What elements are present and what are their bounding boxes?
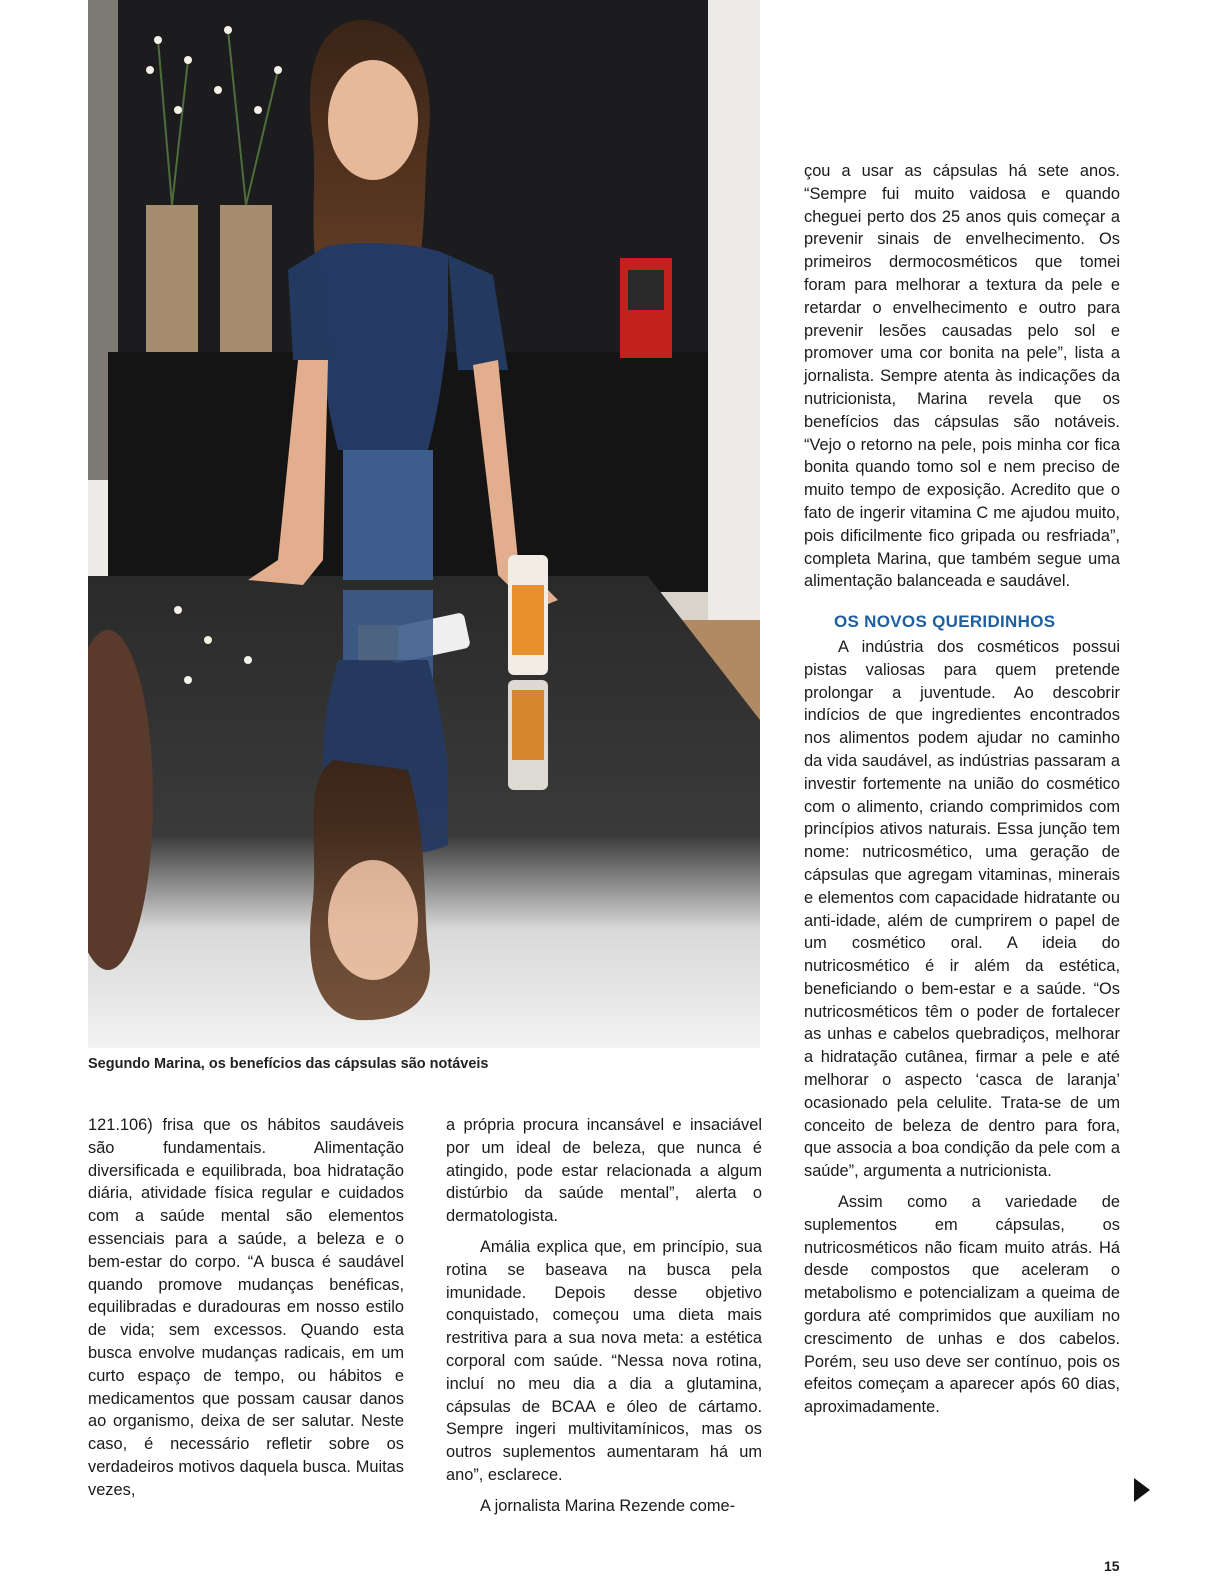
photo-caption: Segundo Marina, os benefícios das cápsulas são notáveis bbox=[88, 1056, 489, 1072]
paragraph: Assim como a variedade de suplementos em cápsulas, os nutricosméticos não ficam muito atrás. Há desde compostos que aceleram o metabolismo e potencializam a queima de gordura até comprimidos que auxiliam no crescimento de unhas e dos cabelos. Porém, seu uso deve ser contínuo, pois os efeitos começam a aparecer após 60 dias, aproximadamente. bbox=[804, 1193, 1120, 1417]
page-number: 15 bbox=[1104, 1558, 1120, 1574]
paragraph: 121.106) frisa que os hábitos saudáveis são fundamentais. Alimentação diversificada e equilibrada, boa hidratação diária, atividade física regular e cuidados com a saúde mental são elementos essenciais para a saúde, a beleza e o bem-estar do corpo. “A busca é saudável quando promove mudanças benéficas, equilibradas e duradouras em nosso estilo de vida; sem excessos. Quando esta busca envolve mudanças radicais, em um curto espaço de tempo, ou hábitos e medicamentos que possam causar danos ao organismo, deixa de ser salutar. Neste caso, é necessário refletir sobre os verdadeiros motivos daquela busca. Muitas vezes, bbox=[88, 1116, 404, 1499]
paragraph: çou a usar as cápsulas há sete anos. “Sempre fui muito vaidosa e quando cheguei perto dos 25 anos quis começar a prevenir sinais de envelhecimento. Os primeiros dermocosméticos que tomei foram para melhorar a textura da pele e retardar o envelhecimento e outro para prevenir lesões causadas pelo sol e promover uma cor bonita na pele”, lista a jornalista. Sempre atenta às indicações da nutricionista, Marina revela que os benefícios das cápsulas são notáveis. “Vejo o retorno na pele, pois minha cor fica bonita quando tomo sol e nem preciso de muito tempo de exposição. Acredito que o fato de ingerir vitamina C me ajudou muito, pois dificilmente fico gripada ou resfriada”, completa Marina, que também segue uma alimentação balanceada e saudável. bbox=[804, 162, 1120, 591]
paragraph: Amália explica que, em princípio, sua rotina se baseava na busca pela imunidade. Depois desse objetivo conquistado, começou uma dieta mais restritiva para a sua nova meta: a estética corporal com saúde. “Nessa nova rotina, incluí no meu dia a dia a glutamina, cápsulas de BCAA e óleo de cártamo. Sempre ingeri multivitamínicos, mas os outros suplementos aumentaram há um ano”, esclarece. bbox=[446, 1237, 762, 1484]
paragraph: A indústria dos cosméticos possui pistas valiosas para quem pretende prolongar a juventude. Ao descobrir indícios de que ingredientes encontrados nos alimentos podem ajudar no caminho da vida saudável, as indústrias passaram a investir fortemente na união do cosmético com o alimento, criando comprimidos com princípios ativos naturais. Essa junção tem nome: nutricosmético, uma geração de cápsulas que agregam vitaminas, minerais e elementos com capacidade hidratante ou anti-idade, além de cumprirem o papel de um cosmético oral. A ideia do nutricosmético é ir além da estética, beneficiando o bem-estar e a saúde. “Os nutricosméticos têm o poder de fortalecer as unhas e cabelos quebradiços, melhorar a hidratação cutânea, firmar a pele e até melhorar o aspecto ‘casca de laranja’ ocasionado pela celulite. Trata-se de um conceito de beleza de dentro para fora, que associa a boa condição da pele com a saúde”, argumenta a nutricionista. bbox=[804, 637, 1120, 1181]
article-column-2 bbox=[446, 1114, 762, 1518]
paragraph: a própria procura incansável e insaciável por um ideal de beleza, que nunca é atingido, pode estar relacionada a algum distúrbio da saúde mental”, alerta o dermatologista. bbox=[446, 1116, 762, 1226]
article-photo bbox=[88, 0, 760, 1048]
section-heading: OS NOVOS QUERIDINHOS bbox=[834, 612, 1056, 632]
paragraph: A jornalista Marina Rezende come- bbox=[480, 1496, 736, 1515]
continue-arrow-icon bbox=[1134, 1478, 1150, 1502]
article-column-1 bbox=[88, 1114, 404, 1502]
article-column-3 bbox=[804, 160, 1120, 1419]
